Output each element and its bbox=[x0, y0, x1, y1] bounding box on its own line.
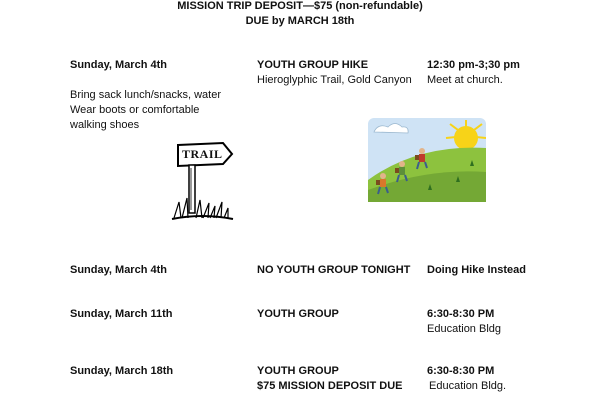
hike-date: Sunday, March 4th bbox=[70, 59, 167, 71]
mar18-time: 6:30-8:30 PM bbox=[427, 365, 495, 377]
hike-detail-1: Bring sack lunch/snacks, water bbox=[70, 89, 222, 101]
mar11-time: 6:30-8:30 PM bbox=[427, 308, 495, 320]
mar18-title: YOUTH GROUP bbox=[257, 365, 339, 377]
header-title: MISSION TRIP DEPOSIT—$75 (non-refundable) bbox=[177, 0, 423, 12]
mar18-date: Sunday, March 18th bbox=[70, 365, 174, 377]
mar18-place: Education Bldg. bbox=[429, 380, 507, 392]
mar11-place: Education Bldg bbox=[427, 323, 501, 335]
hikers-hill-graphic bbox=[368, 118, 486, 202]
mar11-date: Sunday, March 11th bbox=[70, 308, 173, 320]
mar18-subtitle: $75 MISSION DEPOSIT DUE bbox=[257, 380, 403, 392]
hike-title: YOUTH GROUP HIKE bbox=[257, 59, 369, 71]
hike-time: 12:30 pm-3;30 pm bbox=[427, 59, 520, 71]
hike-location: Hieroglyphic Trail, Gold Canyon bbox=[257, 74, 412, 86]
hikers-illustration bbox=[368, 118, 486, 202]
trail-sign-illustration bbox=[170, 140, 235, 225]
no-group-note: Doing Hike Instead bbox=[427, 264, 527, 276]
no-group-date: Sunday, March 4th bbox=[70, 264, 167, 276]
mar11-title: YOUTH GROUP bbox=[257, 308, 339, 320]
header-due-date: DUE by MARCH 18th bbox=[245, 15, 355, 27]
hike-detail-3: walking shoes bbox=[70, 119, 140, 131]
no-group-title: NO YOUTH GROUP TONIGHT bbox=[257, 264, 411, 276]
hike-detail-2: Wear boots or comfortable bbox=[70, 104, 200, 116]
hike-note: Meet at church. bbox=[427, 74, 503, 86]
trail-sign-text: TRAIL bbox=[182, 147, 223, 161]
